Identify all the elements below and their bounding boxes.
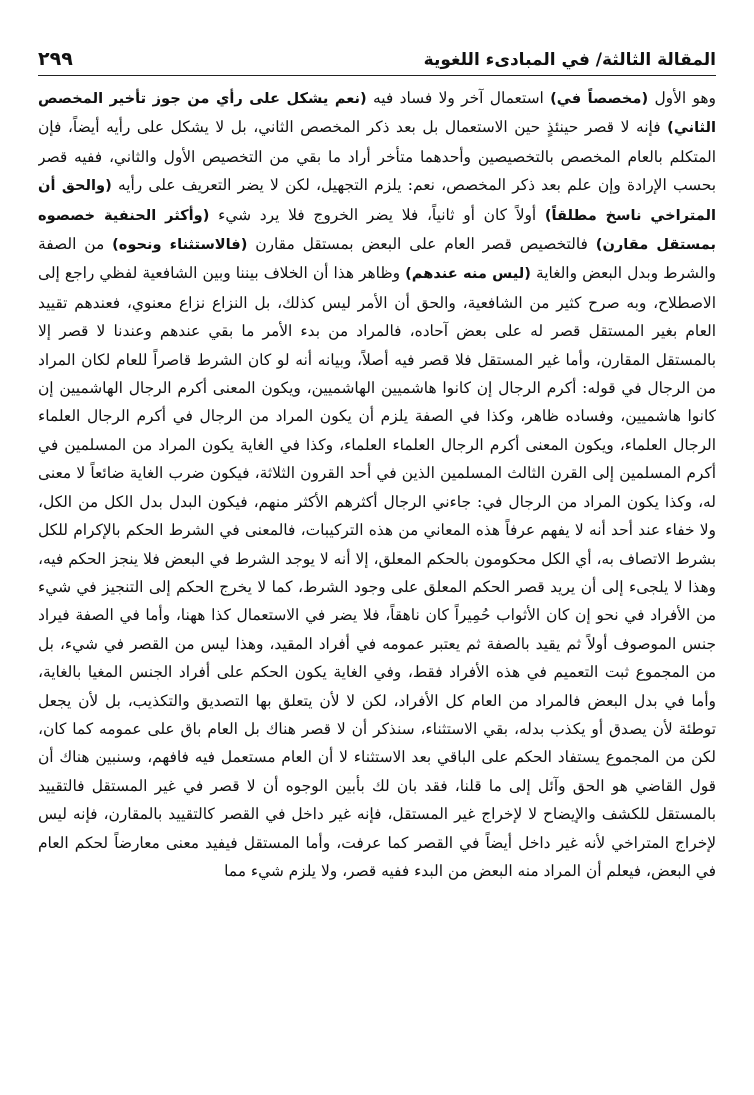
paragraph <box>38 84 716 885</box>
text-segment: استعمال آخر ولا فساد فيه <box>366 89 551 107</box>
bold-segment: (فالاستثناء ونحوه) <box>112 236 248 254</box>
text-segment: وظاهر هذا أن الخلاف بيننا وبين الشافعية لفظي راجع إلى الاصطلاح، وبه صرح كثير من الشافعية، والحق أن الأمر ليس كذلك، بل النزاع نزاع معنوي، فعندهم تقييد العام بغير المستقل قصر له على بعض آحاده، فالمراد من بدء الأمر ما بقي عندهم وعندنا لا قصر إلا بالمستقل المقارن، وأما غير المستقل فلا قصر فيه أصلاً، وبيانه أنه لو كان الشرط قاصراً للعام لكان المراد من الرجال في قوله: أكرم الرجال إن كانوا هاشميين الهاشميين، ويكون المعنى أكرم الرجال الهاشميين إن كانوا هاشميين، وفساده ظاهر، وكذا في الصفة يلزم أن يكون المراد من الرجال في أكرم الرجال العلماء الرجال العلماء، ويكون المعنى أكرم الرجال العلماء العلماء، وكذا في الغاية يكون المراد من المسلمين في أكرم المسلمين إلى القرن الثالث المسلمين الذين في أحد القرون الثلاثة، فيكون ضرب الغاية ضائعاً لا معنى له، وكذا يكون المراد من الرجال في: جاءني الرجال أكثرهم الأكثر منهم، فيكون البدل بدل الكل من الكل، ولا خفاء عند أحد أنه لا يفهم عرفاً هذه المعاني من هذه التركيبات، فالمعنى في الشرط الحكم بالإكرام للكل بشرط الاتصاف به، أي الكل محكومون بالحكم المعلق، إلا أنه لا يوجد الشرط في البعض فلا ينجز الحكم فيه، وهذا لا يلجىء إلى أن يريد قصر الحكم المعلق على وجود الشرط، كما لا يخرج الحكم إلى التنجيز في شيء من الأفراد في نحو إن كان الأثواب حُمِيراً كان ناهقاً، فلا يضر في الاستعمال كذا ههنا، وأما في الصفة فيراد جنس الموصوف أولاً ثم يقيد بالصفة ثم يعتبر عمومه في أفراد المقيد، وهذا ليس من القصر في شيء، بل من المجموع ثبت التعميم في هذه الأفراد فقط، وفي الغاية يكون الحكم على أفراد الجنس المغيا بالغاية، وأما في بدل البعض فالمراد من العام كل الأفراد، لكن لا لأن يتعلق بها التصديق والتكذيب، بل لأن يجعل توطئة لأن يصدق أو يكذب بدله، بقي الاستثناء، سنذكر أن لا قصر هناك بل العام باق على عمومه كما كان، لكن من المجموع يستفاد الحكم على الباقي بعد الاستثناء لا أن العام مستعمل فيه فافهم، وسنبين هناك أن قول القاضي هو الحق وآئل إلى ما قلنا، فقد بان لك بأبين الوجوه أن لا قصر في غير المستقل فالتقييد بالمستقل للكشف والإيضاح لا لإخراج غير المستقل، فإنه غير داخل في القصر كالتقييد بالمقارن، فإنه ليس لإخراج المتراخي لأنه غير داخل أيضاً في القصر كما عرفت، وأما المستقل فيفيد معنى معارضاً لحكم العام في البعض، فيعلم أن المراد منه البعض من البدء ففيه قصر، ولا يلزم شيء مما <box>38 264 716 880</box>
page-header <box>38 28 716 70</box>
bold-segment: (مخصصاً في) <box>550 90 649 107</box>
body-text <box>38 84 716 1087</box>
bold-segment: (نعم يشكل على رأي من جوز تأخير المخصص الثاني) <box>38 90 716 137</box>
text-segment: فإنه لا قصر حينئذٍ حين الاستعمال بل بعد ذكر المخصص الثاني، بل لا يشكل على رأيه أيضاً، فإن المتكلم بالعام المخصص بالتخصيصين وأحدهما متأخر أراد ما بقي من التخصيص الأول والثاني، ففيه قصر بحسب الإرادة وإن علم بعد ذكر المخصص، نعم: يلزم التجهيل، لكن لا يضر التعريف على رأيه <box>38 118 716 195</box>
bold-segment: (وأكثر الحنفية خصصوه بمستقل مقارن) <box>38 206 716 254</box>
text-segment: من الصفة والشرط وبدل البعض والغاية <box>38 235 716 283</box>
bold-segment: (والحق أن المتراخي ناسخ مطلقاً) <box>38 177 716 224</box>
bold-segment: (ليس منه عندهم) <box>405 265 531 283</box>
running-title: المقالة الثالثة/ في المبادىء اللغوية <box>423 50 716 70</box>
header-rule <box>38 75 716 76</box>
text-segment: وهو الأول <box>648 89 716 107</box>
page-number: ٢٩٩ <box>38 48 73 70</box>
text-segment: فالتخصيص قصر العام على البعض بمستقل مقارن <box>247 235 596 254</box>
text-segment: أولاً كان أو ثانياً، فلا يضر الخروج فلا يرد شيء <box>209 205 545 224</box>
